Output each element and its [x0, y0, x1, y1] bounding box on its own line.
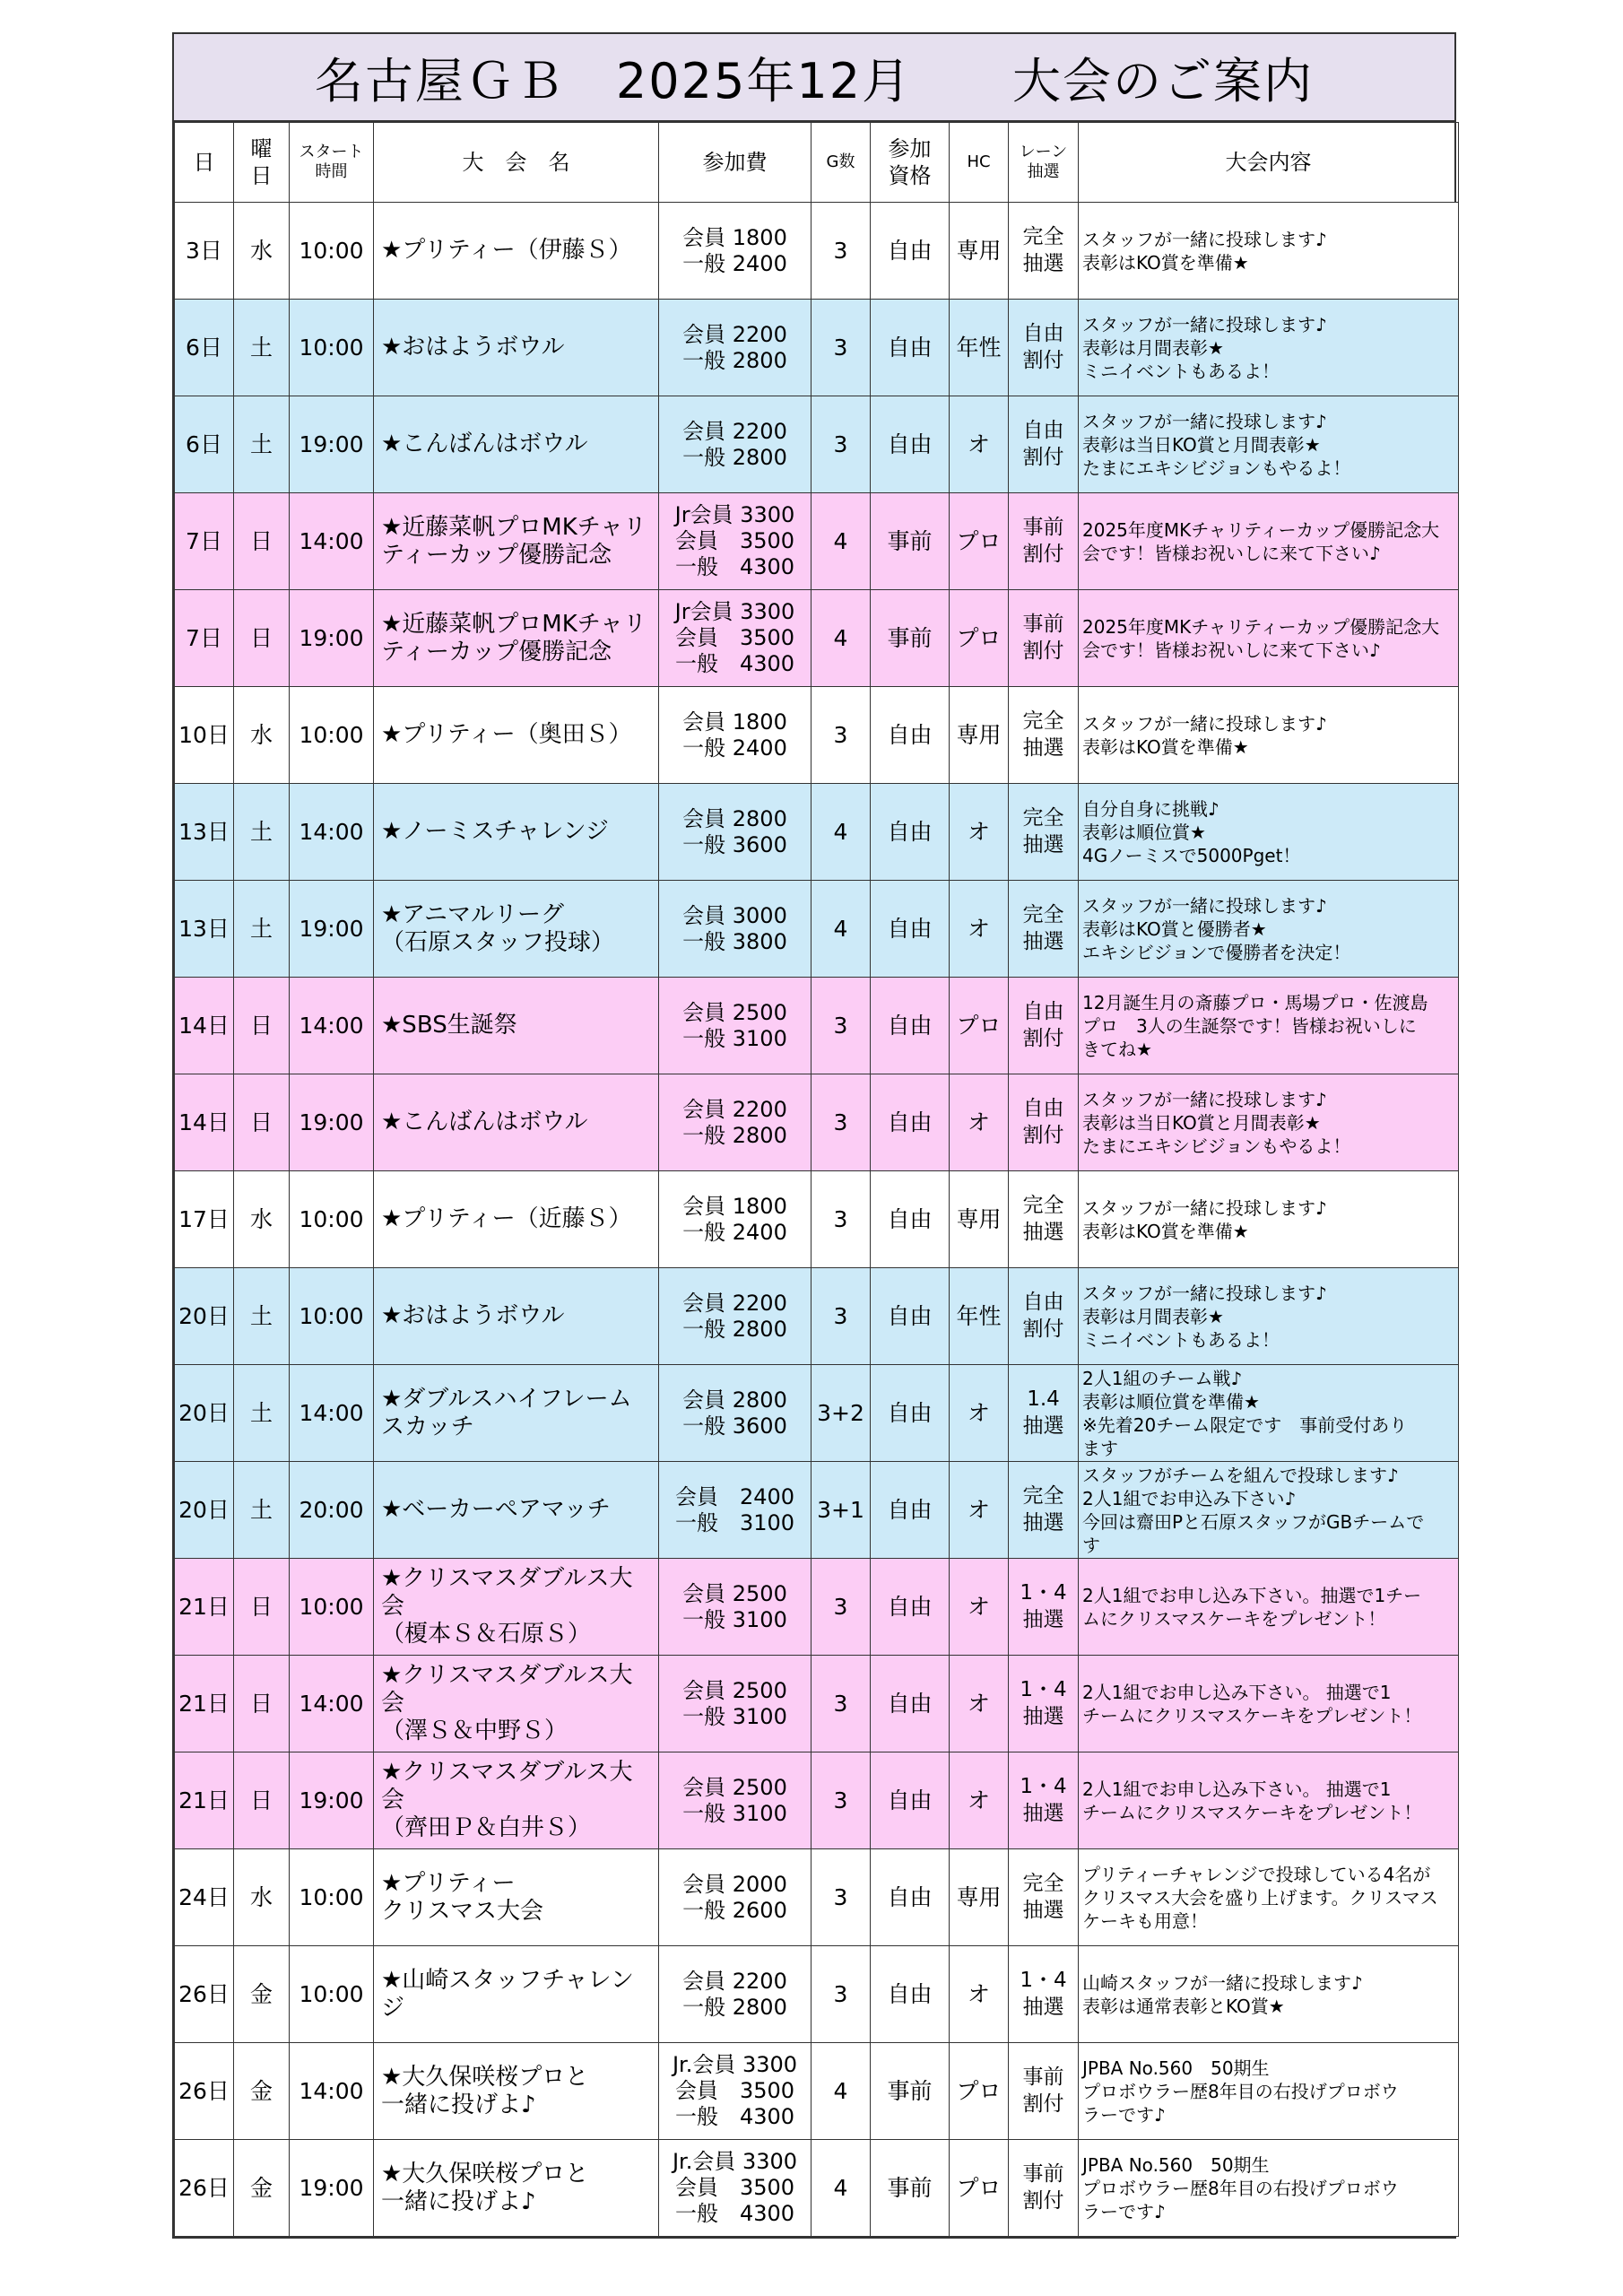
cell-eligibility: 自由 — [871, 1849, 950, 1946]
cell-content — [1079, 1656, 1459, 1752]
header-games: G数 — [812, 123, 871, 203]
table-row — [175, 1365, 1459, 1462]
cell-hc: オ — [950, 1365, 1009, 1462]
cell-lane-draw: 1・4 抽選 — [1009, 1752, 1079, 1849]
cell-hc: オ — [950, 1656, 1009, 1752]
cell-eligibility: 自由 — [871, 978, 950, 1074]
cell-tournament-name — [374, 1462, 659, 1559]
tournament-table — [174, 122, 1459, 2237]
cell-fee: 会員 2200 一般 2800 — [659, 300, 812, 396]
cell-day: 20日 — [175, 1462, 234, 1559]
cell-hc: オ — [950, 881, 1009, 978]
page-title: 名古屋ＧＢ 2025年12月 大会のご案内 — [174, 34, 1454, 122]
cell-eligibility: 自由 — [871, 1656, 950, 1752]
cell-day: 24日 — [175, 1849, 234, 1946]
cell-fee: 会員 1800 一般 2400 — [659, 687, 812, 784]
cell-content-text: 山崎スタッフが一緒に投球します♪ 表彰は通常表彰とKO賞★ — [1082, 1971, 1363, 2017]
cell-content-text: 2025年度MKチャリティーカップ優勝記念大 会です！皆様お祝いしに来て下さい♪ — [1082, 518, 1440, 564]
cell-hc: 専用 — [950, 1171, 1009, 1268]
cell-content-text: 2025年度MKチャリティーカップ優勝記念大 会です！皆様お祝いしに来て下さい♪ — [1082, 615, 1440, 661]
cell-hc: オ — [950, 1946, 1009, 2043]
cell-tournament-name — [374, 1171, 659, 1268]
cell-eligibility: 自由 — [871, 881, 950, 978]
table-row — [175, 2140, 1459, 2237]
cell-tournament-name — [374, 2140, 659, 2237]
cell-tournament-name — [374, 1365, 659, 1462]
cell-weekday: 金 — [234, 2043, 290, 2140]
cell-content-text: 2人1組のチーム戦♪ 表彰は順位賞を準備★ ※先着20チーム限定です 事前受付あり ます — [1082, 1367, 1408, 1459]
cell-content — [1079, 784, 1459, 881]
table-row — [175, 881, 1459, 978]
cell-fee: 会員 2800 一般 3600 — [659, 784, 812, 881]
cell-fee: 会員 2500 一般 3100 — [659, 978, 812, 1074]
cell-tournament-name — [374, 784, 659, 881]
cell-weekday: 日 — [234, 978, 290, 1074]
cell-start-time: 10:00 — [290, 1268, 374, 1365]
cell-games: 3 — [812, 300, 871, 396]
cell-content — [1079, 1074, 1459, 1171]
header-start-time: スタート 時間 — [290, 123, 374, 203]
cell-fee: Jr会員 3300 会員 3500 一般 4300 — [659, 590, 812, 687]
cell-tournament-name-text: ★おはようボウル — [381, 334, 565, 361]
cell-tournament-name — [374, 2043, 659, 2140]
cell-eligibility: 事前 — [871, 493, 950, 590]
cell-hc: オ — [950, 1752, 1009, 1849]
cell-tournament-name-text: ★アニマルリーグ （石原スタッフ投球） — [381, 900, 615, 956]
cell-start-time: 14:00 — [290, 978, 374, 1074]
cell-start-time: 10:00 — [290, 1946, 374, 2043]
cell-tournament-name-text: ★こんばんはボウル — [381, 430, 588, 458]
cell-lane-draw: 事前 割付 — [1009, 493, 1079, 590]
cell-day: 6日 — [175, 396, 234, 493]
cell-games: 3 — [812, 1268, 871, 1365]
table-row — [175, 493, 1459, 590]
cell-eligibility: 自由 — [871, 1559, 950, 1656]
cell-day: 14日 — [175, 1074, 234, 1171]
cell-games: 3 — [812, 1752, 871, 1849]
cell-start-time: 14:00 — [290, 1656, 374, 1752]
table-row — [175, 203, 1459, 300]
cell-games: 3 — [812, 396, 871, 493]
cell-content — [1079, 978, 1459, 1074]
cell-weekday: 日 — [234, 1074, 290, 1171]
schedule-sheet — [172, 32, 1456, 2239]
cell-day: 17日 — [175, 1171, 234, 1268]
cell-content — [1079, 1752, 1459, 1849]
table-row — [175, 300, 1459, 396]
cell-start-time: 19:00 — [290, 590, 374, 687]
cell-start-time: 14:00 — [290, 784, 374, 881]
cell-start-time: 10:00 — [290, 203, 374, 300]
cell-content — [1079, 881, 1459, 978]
cell-content-text: スタッフがチームを組んで投球します♪ 2人1組でお申込み下さい♪ 今回は齋田Pと石原スタッフがGBチームで す — [1082, 1464, 1425, 1556]
cell-games: 4 — [812, 590, 871, 687]
cell-games: 4 — [812, 2140, 871, 2237]
cell-games: 3 — [812, 1656, 871, 1752]
cell-content — [1079, 687, 1459, 784]
cell-start-time: 14:00 — [290, 493, 374, 590]
cell-fee: 会員 2500 一般 3100 — [659, 1656, 812, 1752]
cell-eligibility: 自由 — [871, 1365, 950, 1462]
table-header — [175, 123, 1459, 203]
cell-hc: オ — [950, 1462, 1009, 1559]
cell-content — [1079, 1462, 1459, 1559]
cell-hc: 専用 — [950, 203, 1009, 300]
table-row — [175, 1752, 1459, 1849]
cell-fee: 会員 2400 一般 3100 — [659, 1462, 812, 1559]
table-row — [175, 1946, 1459, 2043]
cell-day: 26日 — [175, 2140, 234, 2237]
cell-tournament-name-text: ★プリティー クリスマス大会 — [381, 1869, 543, 1925]
header-tournament-name: 大 会 名 — [374, 123, 659, 203]
cell-hc: 専用 — [950, 1849, 1009, 1946]
cell-start-time: 10:00 — [290, 1171, 374, 1268]
cell-tournament-name — [374, 881, 659, 978]
cell-fee: 会員 2800 一般 3600 — [659, 1365, 812, 1462]
cell-tournament-name — [374, 396, 659, 493]
cell-fee: 会員 1800 一般 2400 — [659, 1171, 812, 1268]
cell-hc: プロ — [950, 2140, 1009, 2237]
cell-games: 3 — [812, 1849, 871, 1946]
cell-content — [1079, 1268, 1459, 1365]
cell-lane-draw: 事前 割付 — [1009, 2043, 1079, 2140]
cell-eligibility: 自由 — [871, 784, 950, 881]
cell-tournament-name-text: ★近藤菜帆プロMKチャリ ティーカップ優勝記念 — [381, 513, 647, 569]
cell-eligibility: 自由 — [871, 300, 950, 396]
cell-content — [1079, 2140, 1459, 2237]
cell-lane-draw: 自由 割付 — [1009, 300, 1079, 396]
cell-content — [1079, 396, 1459, 493]
cell-hc: プロ — [950, 2043, 1009, 2140]
cell-hc: 年性 — [950, 1268, 1009, 1365]
cell-content-text: 2人1組でお申し込み下さい。抽選で1チー ムにクリスマスケーキをプレゼント！ — [1082, 1584, 1422, 1630]
cell-start-time: 20:00 — [290, 1462, 374, 1559]
cell-weekday: 日 — [234, 1656, 290, 1752]
cell-games: 4 — [812, 2043, 871, 2140]
cell-fee: 会員 2000 一般 2600 — [659, 1849, 812, 1946]
cell-eligibility: 事前 — [871, 2140, 950, 2237]
cell-weekday: 土 — [234, 1268, 290, 1365]
cell-lane-draw: 完全 抽選 — [1009, 1171, 1079, 1268]
cell-games: 3 — [812, 203, 871, 300]
cell-eligibility: 自由 — [871, 1074, 950, 1171]
cell-tournament-name-text: ★こんばんはボウル — [381, 1109, 588, 1136]
cell-weekday: 金 — [234, 2140, 290, 2237]
table-row — [175, 784, 1459, 881]
cell-tournament-name-text: ★プリティー（奥田Ｓ） — [381, 721, 632, 749]
cell-start-time: 10:00 — [290, 1849, 374, 1946]
cell-weekday: 土 — [234, 881, 290, 978]
cell-fee: Jr.会員 3300 会員 3500 一般 4300 — [659, 2043, 812, 2140]
cell-day: 26日 — [175, 1946, 234, 2043]
cell-lane-draw: 自由 割付 — [1009, 1268, 1079, 1365]
cell-content-text: 2人1組でお申し込み下さい。 抽選で1 チームにクリスマスケーキをプレゼント！ — [1082, 1681, 1422, 1726]
cell-content — [1079, 1559, 1459, 1656]
cell-lane-draw: 完全 抽選 — [1009, 784, 1079, 881]
cell-tournament-name-text: ★クリスマスダブルス大会 （齊田Ｐ＆白井Ｓ） — [381, 1759, 633, 1841]
cell-day: 6日 — [175, 300, 234, 396]
cell-fee: Jr.会員 3300 会員 3500 一般 4300 — [659, 2140, 812, 2237]
cell-lane-draw: 完全 抽選 — [1009, 1849, 1079, 1946]
cell-content-text: 12月誕生月の斎藤プロ・馬場プロ・佐渡島 プロ 3人の生誕祭です！皆様お祝いしに きてね★ — [1082, 991, 1428, 1060]
cell-content — [1079, 590, 1459, 687]
cell-day: 21日 — [175, 1559, 234, 1656]
cell-lane-draw: 1・4 抽選 — [1009, 1656, 1079, 1752]
cell-day: 10日 — [175, 687, 234, 784]
cell-eligibility: 自由 — [871, 203, 950, 300]
cell-eligibility: 事前 — [871, 2043, 950, 2140]
cell-content-text: スタッフが一緒に投球します♪ 表彰はKO賞を準備★ — [1082, 712, 1327, 758]
cell-day: 20日 — [175, 1268, 234, 1365]
table-row — [175, 1849, 1459, 1946]
cell-lane-draw: 事前 割付 — [1009, 2140, 1079, 2237]
cell-tournament-name — [374, 590, 659, 687]
cell-weekday: 土 — [234, 1365, 290, 1462]
cell-lane-draw: 1.4 抽選 — [1009, 1365, 1079, 1462]
cell-fee: 会員 2200 一般 2800 — [659, 396, 812, 493]
cell-eligibility: 自由 — [871, 1752, 950, 1849]
cell-content-text: スタッフが一緒に投球します♪ 表彰はKO賞を準備★ — [1082, 1196, 1327, 1242]
table-body — [175, 203, 1459, 2237]
cell-hc: プロ — [950, 590, 1009, 687]
cell-tournament-name — [374, 1074, 659, 1171]
cell-fee: 会員 2500 一般 3100 — [659, 1559, 812, 1656]
cell-tournament-name-text: ★ダブルスハイフレーム スカッチ — [381, 1385, 632, 1440]
cell-content — [1079, 2043, 1459, 2140]
cell-content — [1079, 1946, 1459, 2043]
cell-day: 21日 — [175, 1656, 234, 1752]
cell-games: 3 — [812, 978, 871, 1074]
cell-lane-draw: 完全 抽選 — [1009, 203, 1079, 300]
cell-hc: 専用 — [950, 687, 1009, 784]
cell-tournament-name-text: ★プリティー（伊藤Ｓ） — [381, 237, 632, 265]
cell-eligibility: 自由 — [871, 1462, 950, 1559]
cell-fee: 会員 1800 一般 2400 — [659, 203, 812, 300]
cell-eligibility: 自由 — [871, 396, 950, 493]
cell-content-text: 2人1組でお申し込み下さい。 抽選で1 チームにクリスマスケーキをプレゼント！ — [1082, 1778, 1422, 1823]
cell-lane-draw: 事前 割付 — [1009, 590, 1079, 687]
cell-lane-draw: 1・4 抽選 — [1009, 1559, 1079, 1656]
cell-fee: Jr会員 3300 会員 3500 一般 4300 — [659, 493, 812, 590]
cell-day: 13日 — [175, 784, 234, 881]
cell-fee: 会員 2200 一般 2800 — [659, 1268, 812, 1365]
cell-tournament-name — [374, 1268, 659, 1365]
cell-hc: プロ — [950, 493, 1009, 590]
table-row — [175, 1559, 1459, 1656]
cell-tournament-name-text: ★クリスマスダブルス大会 （澤Ｓ＆中野Ｓ） — [381, 1662, 633, 1744]
cell-content — [1079, 300, 1459, 396]
cell-games: 3 — [812, 1559, 871, 1656]
cell-games: 3 — [812, 1946, 871, 2043]
cell-hc: 年性 — [950, 300, 1009, 396]
cell-day: 3日 — [175, 203, 234, 300]
table-row — [175, 1268, 1459, 1365]
cell-tournament-name-text: ★ノーミスチャレンジ — [381, 818, 609, 846]
cell-start-time: 10:00 — [290, 687, 374, 784]
cell-hc: オ — [950, 784, 1009, 881]
cell-hc: プロ — [950, 978, 1009, 1074]
header-fee: 参加費 — [659, 123, 812, 203]
header-weekday: 曜 日 — [234, 123, 290, 203]
cell-content — [1079, 1171, 1459, 1268]
cell-day: 21日 — [175, 1752, 234, 1849]
cell-start-time: 14:00 — [290, 2043, 374, 2140]
cell-lane-draw: 自由 割付 — [1009, 396, 1079, 493]
cell-lane-draw: 自由 割付 — [1009, 978, 1079, 1074]
cell-content-text: プリティーチャレンジで投球している4名が クリスマス大会を盛り上げます。クリスマス ケーキも用意！ — [1082, 1863, 1438, 1932]
cell-eligibility: 自由 — [871, 687, 950, 784]
cell-tournament-name — [374, 300, 659, 396]
cell-tournament-name — [374, 1849, 659, 1946]
cell-weekday: 土 — [234, 784, 290, 881]
cell-tournament-name-text: ★クリスマスダブルス大会 （榎本Ｓ＆石原Ｓ） — [381, 1565, 633, 1648]
table-row — [175, 396, 1459, 493]
cell-start-time: 19:00 — [290, 1752, 374, 1849]
cell-content-text: スタッフが一緒に投球します♪ 表彰はKO賞と優勝者★ エキシビジョンで優勝者を決定！ — [1082, 894, 1351, 963]
cell-start-time: 14:00 — [290, 1365, 374, 1462]
cell-content-text: スタッフが一緒に投球します♪ 表彰は当日KO賞と月間表彰★ たまにエキシビジョンもやるよ！ — [1082, 410, 1351, 479]
cell-lane-draw: 1・4 抽選 — [1009, 1946, 1079, 2043]
cell-lane-draw: 自由 割付 — [1009, 1074, 1079, 1171]
cell-games: 3 — [812, 1171, 871, 1268]
cell-tournament-name — [374, 1656, 659, 1752]
cell-content-text: JPBA No.560 50期生 プロボウラー歴8年目の右投げプロボウ ラーです♪ — [1082, 2153, 1399, 2222]
cell-day: 20日 — [175, 1365, 234, 1462]
cell-hc: オ — [950, 1074, 1009, 1171]
cell-weekday: 日 — [234, 590, 290, 687]
table-row — [175, 2043, 1459, 2140]
cell-eligibility: 自由 — [871, 1268, 950, 1365]
cell-hc: オ — [950, 1559, 1009, 1656]
cell-fee: 会員 3000 一般 3800 — [659, 881, 812, 978]
cell-tournament-name — [374, 1559, 659, 1656]
cell-tournament-name — [374, 493, 659, 590]
cell-content — [1079, 1365, 1459, 1462]
table-row — [175, 687, 1459, 784]
cell-hc: オ — [950, 396, 1009, 493]
cell-start-time: 19:00 — [290, 2140, 374, 2237]
cell-weekday: 日 — [234, 1752, 290, 1849]
cell-weekday: 日 — [234, 493, 290, 590]
cell-content-text: スタッフが一緒に投球します♪ 表彰はKO賞を準備★ — [1082, 228, 1327, 274]
header-eligibility: 参加 資格 — [871, 123, 950, 203]
cell-games: 4 — [812, 881, 871, 978]
header-content: 大会内容 — [1079, 123, 1459, 203]
cell-start-time: 10:00 — [290, 1559, 374, 1656]
cell-tournament-name-text: ★近藤菜帆プロMKチャリ ティーカップ優勝記念 — [381, 610, 647, 665]
cell-eligibility: 自由 — [871, 1946, 950, 2043]
cell-fee: 会員 2200 一般 2800 — [659, 1074, 812, 1171]
table-row — [175, 1656, 1459, 1752]
cell-content-text: スタッフが一緒に投球します♪ 表彰は月間表彰★ ミニイベントもあるよ！ — [1082, 313, 1327, 382]
cell-weekday: 土 — [234, 300, 290, 396]
cell-eligibility: 自由 — [871, 1171, 950, 1268]
header-day: 日 — [175, 123, 234, 203]
cell-tournament-name-text: ★おはようボウル — [381, 1302, 565, 1330]
cell-tournament-name-text: ★ベーカーペアマッチ — [381, 1496, 611, 1524]
cell-tournament-name-text: ★山崎スタッフチャレンジ — [381, 1966, 634, 2022]
cell-day: 7日 — [175, 493, 234, 590]
cell-content-text: スタッフが一緒に投球します♪ 表彰は当日KO賞と月間表彰★ たまにエキシビジョンもやるよ！ — [1082, 1088, 1351, 1157]
cell-tournament-name — [374, 687, 659, 784]
cell-eligibility: 事前 — [871, 590, 950, 687]
cell-games: 3 — [812, 687, 871, 784]
cell-lane-draw: 完全 抽選 — [1009, 881, 1079, 978]
cell-fee: 会員 2500 一般 3100 — [659, 1752, 812, 1849]
cell-day: 13日 — [175, 881, 234, 978]
cell-start-time: 19:00 — [290, 881, 374, 978]
cell-tournament-name-text: ★大久保咲桜プロと 一緒に投げよ♪ — [381, 2160, 589, 2215]
cell-games: 3 — [812, 1074, 871, 1171]
cell-weekday: 水 — [234, 1171, 290, 1268]
cell-tournament-name-text: ★大久保咲桜プロと 一緒に投げよ♪ — [381, 2063, 589, 2118]
table-row — [175, 1462, 1459, 1559]
cell-day: 26日 — [175, 2043, 234, 2140]
cell-content — [1079, 203, 1459, 300]
table-row — [175, 1171, 1459, 1268]
cell-games: 4 — [812, 493, 871, 590]
cell-content-text: 自分自身に挑戦♪ 表彰は順位賞★ 4Gノーミスで5000Pget！ — [1082, 797, 1301, 866]
cell-lane-draw: 完全 抽選 — [1009, 1462, 1079, 1559]
table-row — [175, 978, 1459, 1074]
cell-weekday: 日 — [234, 1559, 290, 1656]
cell-start-time: 10:00 — [290, 300, 374, 396]
table-row — [175, 1074, 1459, 1171]
header-hc: HC — [950, 123, 1009, 203]
cell-tournament-name-text: ★SBS生誕祭 — [381, 1012, 517, 1039]
cell-content-text: スタッフが一緒に投球します♪ 表彰は月間表彰★ ミニイベントもあるよ！ — [1082, 1282, 1327, 1351]
cell-start-time: 19:00 — [290, 1074, 374, 1171]
cell-content — [1079, 1849, 1459, 1946]
cell-content-text: JPBA No.560 50期生 プロボウラー歴8年目の右投げプロボウ ラーです♪ — [1082, 2057, 1399, 2126]
cell-fee: 会員 2200 一般 2800 — [659, 1946, 812, 2043]
cell-games: 3+2 — [812, 1365, 871, 1462]
cell-weekday: 土 — [234, 396, 290, 493]
cell-weekday: 土 — [234, 1462, 290, 1559]
cell-day: 14日 — [175, 978, 234, 1074]
cell-tournament-name — [374, 978, 659, 1074]
table-row — [175, 590, 1459, 687]
cell-games: 3+1 — [812, 1462, 871, 1559]
header-lane-draw: レーン 抽選 — [1009, 123, 1079, 203]
cell-weekday: 水 — [234, 1849, 290, 1946]
cell-weekday: 水 — [234, 203, 290, 300]
cell-lane-draw: 完全 抽選 — [1009, 687, 1079, 784]
cell-tournament-name — [374, 1752, 659, 1849]
cell-games: 4 — [812, 784, 871, 881]
cell-tournament-name — [374, 1946, 659, 2043]
cell-content — [1079, 493, 1459, 590]
cell-weekday: 金 — [234, 1946, 290, 2043]
cell-tournament-name-text: ★プリティー（近藤Ｓ） — [381, 1205, 632, 1233]
cell-start-time: 19:00 — [290, 396, 374, 493]
cell-day: 7日 — [175, 590, 234, 687]
cell-weekday: 水 — [234, 687, 290, 784]
cell-tournament-name — [374, 203, 659, 300]
